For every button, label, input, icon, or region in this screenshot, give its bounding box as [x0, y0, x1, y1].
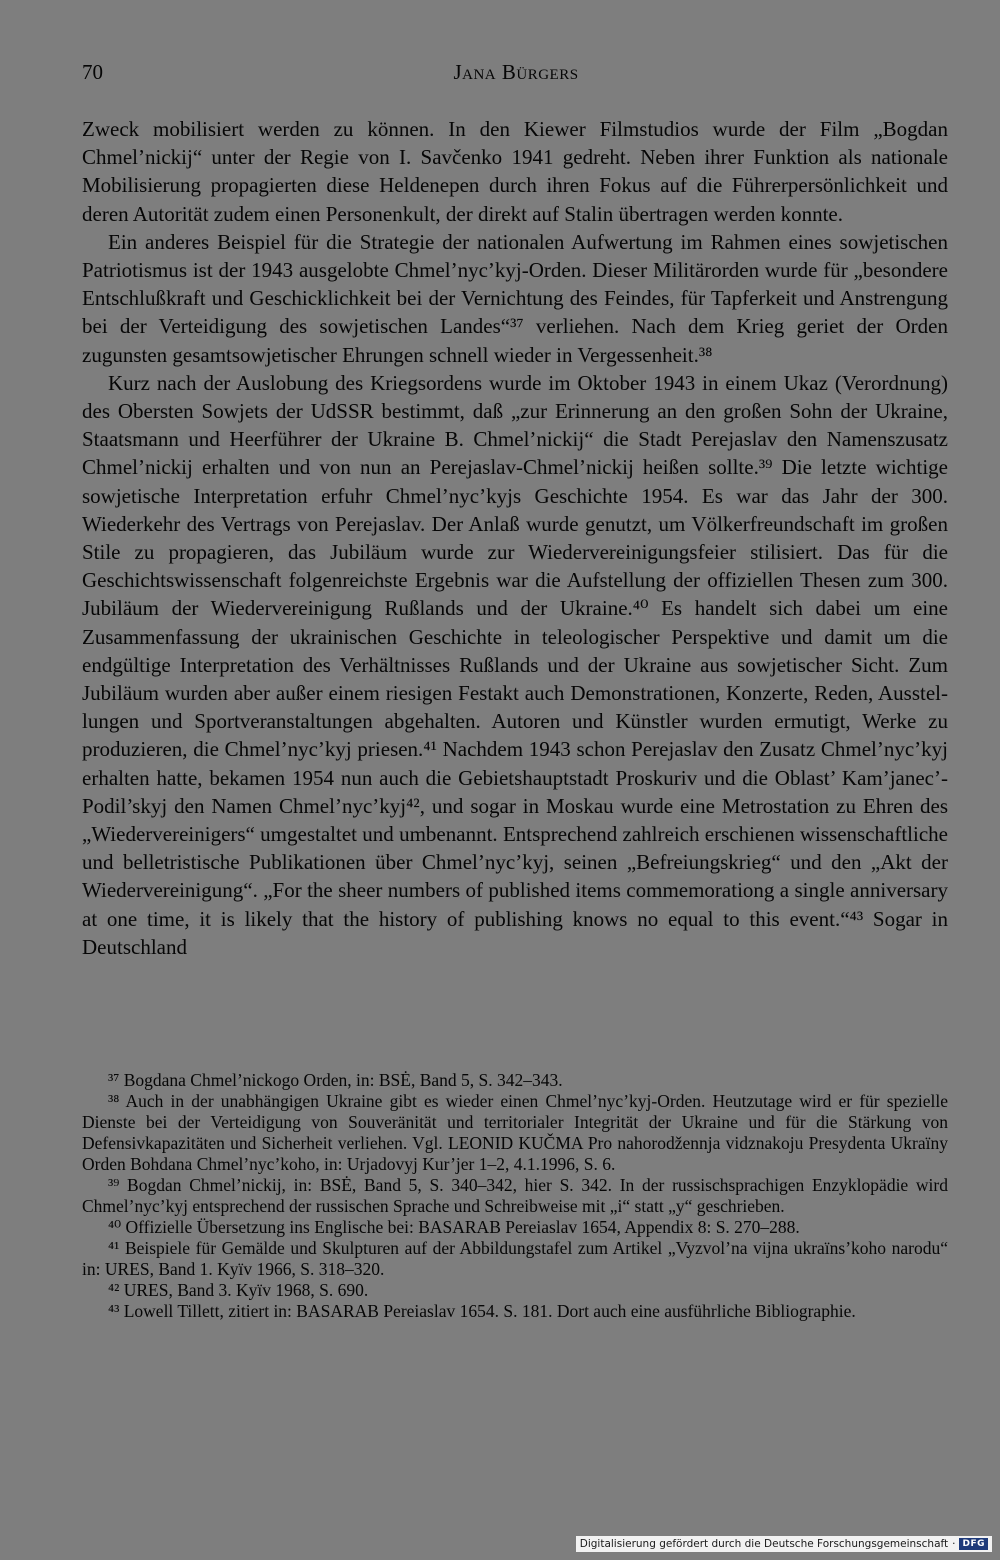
footnote-39: ³⁹ Bogdan Chmel’nickij, in: BSĖ, Band 5, S. 340–342, hier S. 342. In der russischsprachigen Enzyklopädie wird Chmel’nyc’kyj entsprechend der russischen Sprache und Schreibweise mit „i“ statt „y“ geschrieben. [82, 1175, 948, 1216]
footnote-37: ³⁷ Bogdana Chmel’nickogo Orden, in: BSĖ, Band 5, S. 342–343. [108, 1070, 563, 1090]
page-header [82, 60, 950, 90]
footnote-41: ⁴¹ Beispiele für Gemälde und Skulpturen auf der Abbildungstafel zum Artikel „Vyzvol’na vijna ukraïns’koho narodu“ in: URES, Band 1. Kyïv 1966, S. 318–320. [82, 1238, 948, 1279]
paragraph: Ein anderes Beispiel für die Strategie der nationalen Aufwertung im Rahmen eines sowjetischen Patriotismus ist der 1943 ausgelobte Chmel’nyc’kyj-Orden. Dieser Militärorden wurde für „besondere Entschlußkraft und Geschicklichkeit bei der Vernichtung des Feindes, für Tapferkeit und Anstrengung bei der Verteidigung des sowjetischen Landes“³⁷ verliehen. Nach dem Krieg geriet der Orden zugunsten gesamtsowjetischer Ehrungen schnell wieder in Vergessenheit.³⁸ [82, 229, 948, 367]
footer-text: Digitalisierung gefördert durch die Deutsche Forschungsgemeinschaft [579, 1538, 949, 1550]
paragraph: Kurz nach der Auslobung des Kriegsordens wurde im Oktober 1943 in einem Ukaz (Verordnung) des Obersten Sowjets der UdSSR bestimmt, daß „zur Erinnerung an den großen Sohn der Ukraine, Staatsmann und Heerführer der Ukraine B. Chmel’nickij“ die Stadt Perejaslav den Namenszusatz Chmel’nickij erhalten und von nun an Perejaslav-Chmel’nickij heißen sollte.³⁹ Die letzte wichtige sowjetische Interpretation erfuhr Chmel’nyc’kyjs Geschichte 1954. Es war das Jahr der 300. Wiederkehr des Vertrags von Perejaslav. Der Anlaß wurde genutzt, um Völkerfreundschaft im großen Stile zu propagieren, das Jubiläum wurde zur Wiedervereinigungsfeier stilisiert. Das für die Geschichtswissenschaft folgenreichste Ergebnis war die Aufstellung der offiziellen Thesen zum 300. Jubiläum der Wiedervereinigung Rußlands und der Ukraine.⁴⁰ Es handelt sich dabei um eine Zusammenfassung der ukrainischen Geschichte in teleologischer Perspektive und damit um die endgültige Interpretation des Verhältnisses Rußlands und der Ukraine aus sowjetischer Sicht. Zum Jubiläum wurden aber außer einem riesigen Festakt auch Demonstrationen, Konzerte, Reden, Ausstellungen und Sportveranstaltungen abgehalten. Autoren und Künstler wurden ermutigt, Werke zu produzieren, die Chmel’nyc’kyj priesen.⁴¹ Nachdem 1943 schon Perejaslav den Zusatz Chmel’nyc’kyj erhalten hatte, bekamen 1954 nun auch die Gebietshauptstadt Proskuriv und die Oblast’ Kam’janec’-Podil’skyj den Namen Chmel’nyc’kyj⁴², und sogar in Moskau wurde eine Metrostation zu Ehren des „Wiedervereinigers“ umgestaltet und umbenannt. Entsprechend zahlreich erschienen wissenschaftliche und belletristische Publikationen über Chmel’nyc’kyj, seinen „Befreiungskrieg“ und den „Akt der Wiedervereinigung“. „For the sheer numbers of published items commemorationg a single anniversary at one time, it is likely that the history of publishing knows no equal to this event.“⁴³ Sogar in Deutschland [82, 370, 948, 959]
footnote-38: ³⁸ Auch in der unabhängigen Ukraine gibt es wieder einen Chmel’nyc’kyj-Orden. Heutzutage wird er für spezielle Dienste bei der Verteidigung von Souveränität und territorialer Integrität der Ukraine und für die Stärkung von Defensivkapazitäten und Sicherheit verliehen. Vgl. LEONID KUČMA Pro nahorodžennja vidznakoju Presydenta Ukraïny Orden Bohdana Chmel’nyc’koho, in: Urjadovyj Kur’jer 1–2, 4.1.1996, S. 6. [82, 1091, 948, 1174]
page-number: 70 [82, 60, 103, 84]
footnotes [82, 1070, 948, 1322]
dfg-logo: DFG [959, 1538, 988, 1550]
footnote-42: ⁴² URES, Band 3. Kyïv 1968, S. 690. [108, 1280, 369, 1300]
footnote-40: ⁴⁰ Offizielle Übersetzung ins Englische bei: BASARAB Pereiaslav 1654, Appendix 8: S. 270–288. [108, 1217, 800, 1237]
digitization-footer: Digitalisierung gefördert durch die Deutsche Forschungsgemeinschaft · DFG [576, 1536, 992, 1552]
footnote-43: ⁴³ Lowell Tillett, zitiert in: BASARAB Pereiaslav 1654. S. 181. Dort auch eine ausführliche Bibliographie. [108, 1301, 856, 1321]
running-head: Jana Bürgers [453, 60, 579, 84]
main-text [82, 115, 948, 961]
paragraph: Zweck mobilisiert werden zu können. In den Kiewer Filmstudios wurde der Film „Bogdan Chmel’nickij“ unter der Regie von I. Savčenko 1941 gedreht. Neben ihrer Funktion als nationale Mobilisierung propagierten diese Heldenepen durch ihren Fokus auf die Führerpersönlichkeit und deren Autorität zudem einen Personenkult, der direkt auf Stalin übertragen werden konnte. [82, 117, 948, 226]
